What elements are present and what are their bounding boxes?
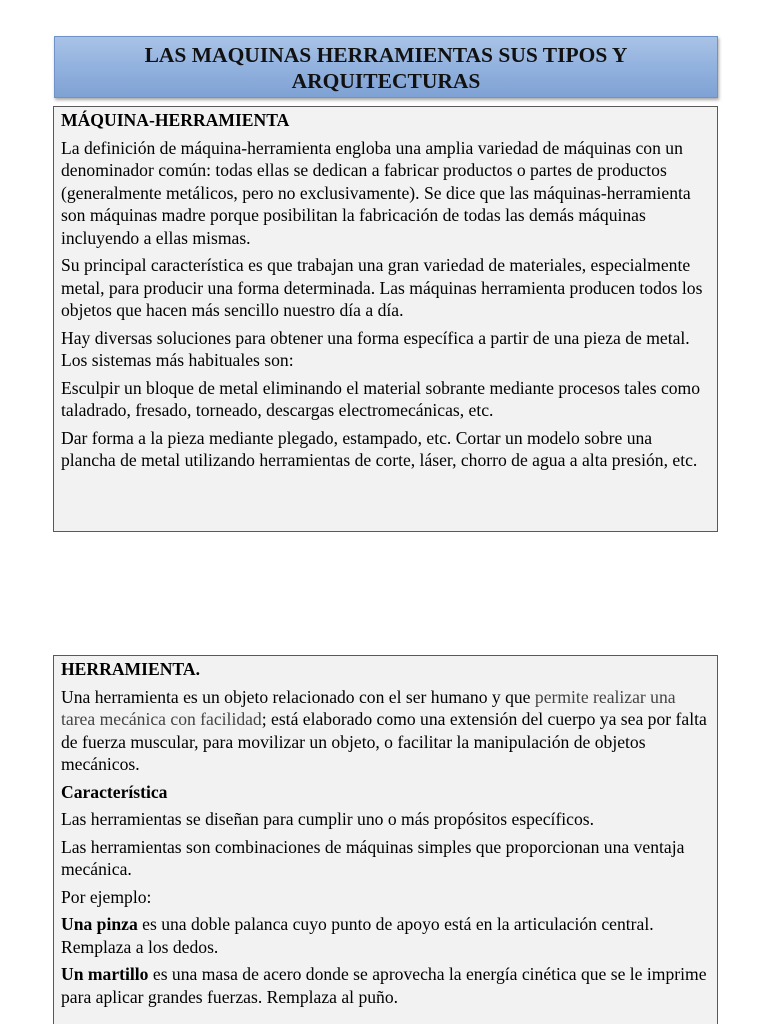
page-title-banner [54, 36, 718, 98]
section-heading: HERRAMIENTA. [61, 659, 200, 679]
paragraph-solutions: Hay diversas soluciones para obtener una forma específica a partir de una pieza de metal. Los sistemas más habituales son: [61, 327, 690, 370]
paragraph-definition: La definición de máquina-herramienta engloba una amplia variedad de máquinas con un denominador común: todas ellas se dedican a fabricar productos o partes de productos (generalmente metálicos, pero no exclusivamente). Se dice que las máquinas-herramienta son máquinas madre porque posibilitan la fabricación de todas las demás máquinas incluyendo a ellas mismas. [61, 137, 691, 248]
paragraph-example-martillo [61, 963, 710, 1008]
paragraph-purpose: Las herramientas se diseñan para cumplir uno o más propósitos específicos. [61, 809, 595, 829]
paragraph-shape: Dar forma a la pieza mediante plegado, estampado, etc. Cortar un modelo sobre una plancha de metal utilizando herramientas de corte, láser, chorro de agua a alta presión, etc. [61, 427, 698, 470]
paragraph-characteristic: Su principal característica es que trabajan una gran variedad de materiales, especialmente metal, para producir una forma determinada. Las máquinas herramienta producen todos los objetos que hacen más sencillo nuestro día a día. [61, 255, 703, 320]
intro-end: ; está elaborado como una extensión del cuerpo ya sea por falta de fuerza muscular, para movilizar un objeto, o facilitar la manipulación de objetos mecánicos. [61, 709, 707, 774]
paragraph-example-intro: Por ejemplo: [61, 886, 152, 907]
example-martillo-text: es una masa de acero donde se aprovecha la energía cinética que se le imprime para aplicar grandes fuerzas. Remplaza al puño. [61, 964, 707, 1007]
page-title-line-2: ARQUITECTURAS [291, 69, 481, 93]
example-pinza-text: es una doble palanca cuyo punto de apoyo está en la articulación central. Remplaza a los dedos. [61, 914, 654, 957]
intro-start: Una herramienta es un objeto relacionado con el ser humano y que [61, 686, 535, 707]
intro-highlight: permite realizar una tarea mecánica con facilidad [61, 686, 676, 729]
page-title-line-1: LAS MAQUINAS HERRAMIENTAS SUS TIPOS Y [144, 43, 628, 67]
paragraph-sculpt: Esculpir un bloque de metal eliminando el material sobrante mediante procesos tales como taladrado, fresado, torneado, descargas electromecánicas, etc. [61, 377, 701, 420]
example-pinza-term: Una pinza [61, 914, 138, 934]
paragraph-intro [61, 686, 710, 776]
example-martillo-term: Un martillo [61, 964, 149, 984]
subheading-caracteristica: Característica [61, 781, 168, 802]
section-maquina-herramienta [53, 106, 718, 532]
section-heading: MÁQUINA-HERRAMIENTA [61, 110, 290, 130]
paragraph-example-pinza [61, 913, 710, 958]
section-herramienta [53, 655, 718, 1024]
paragraph-combination: Las herramientas son combinaciones de máquinas simples que proporcionan una ventaja mecánica. [61, 836, 685, 879]
